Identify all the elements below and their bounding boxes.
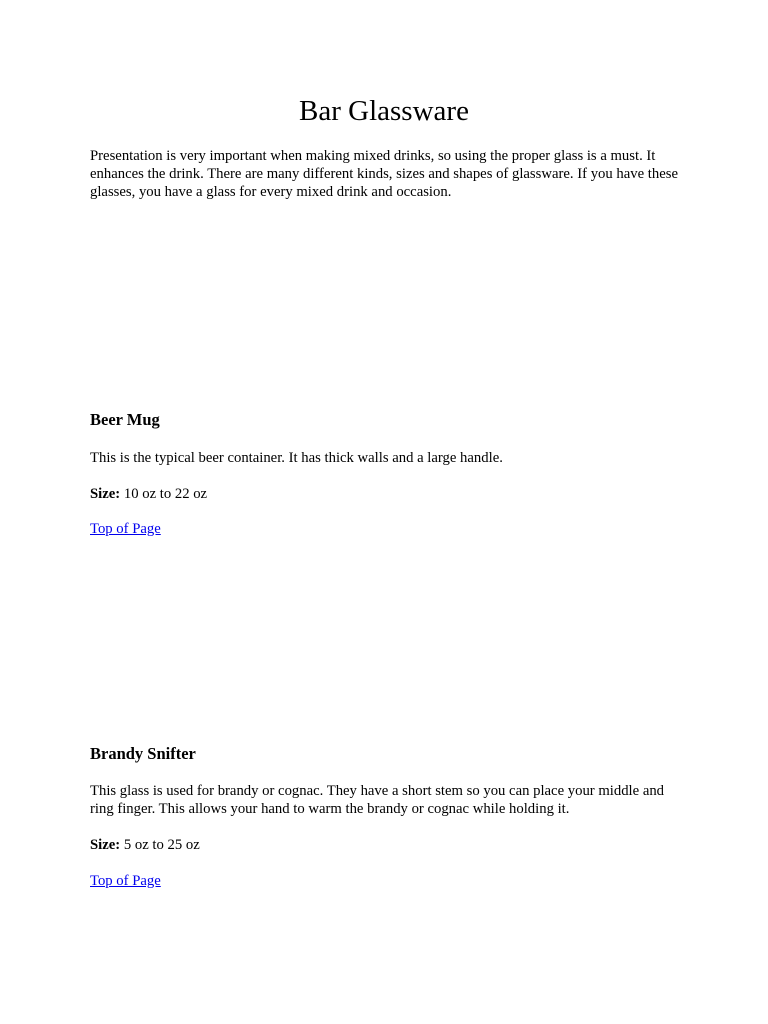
section-heading-beer-mug: Beer Mug	[90, 410, 160, 429]
size-label: Size:	[90, 486, 121, 502]
intro-paragraph: Presentation is very important when making mixed drinks, so using the proper glass is a must. It enhances the drink. There are many different kinds, sizes and shapes of glassware. If you have these glasses, you have a glass for every mixed drink and occasion.	[90, 148, 678, 201]
top-of-page-link[interactable]: Top of Page	[90, 521, 161, 537]
section-heading-brandy-snifter: Brandy Snifter	[90, 744, 196, 763]
size-line-brandy-snifter	[90, 836, 680, 854]
size-label: Size:	[90, 837, 121, 853]
top-of-page-link[interactable]: Top of Page	[90, 873, 161, 889]
section-description-beer-mug: This is the typical beer container. It has thick walls and a large handle.	[90, 450, 503, 466]
page-title: Bar Glassware	[299, 95, 469, 127]
size-line-beer-mug	[90, 485, 680, 503]
size-value: 10 oz to 22 oz	[120, 486, 208, 502]
section-description-brandy-snifter: This glass is used for brandy or cognac. They have a short stem so you can place your middle and ring finger. This allows your hand to warm the brandy or cognac while holding it.	[90, 783, 665, 818]
size-value: 5 oz to 25 oz	[120, 837, 200, 853]
